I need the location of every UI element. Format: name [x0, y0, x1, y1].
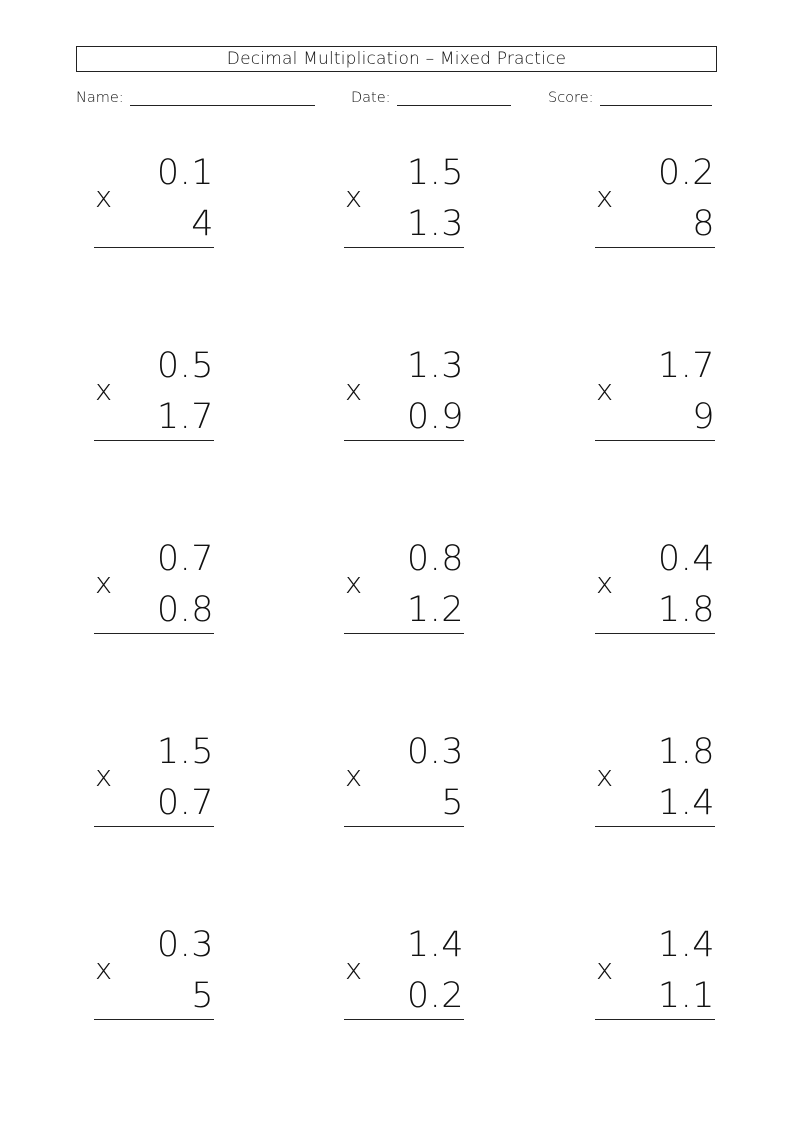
multiply-sign: x [345, 373, 363, 407]
multiplicand: 0.2 [657, 153, 715, 193]
problem-7 [94, 539, 214, 652]
multiplier: 1.4 [657, 783, 715, 823]
problem-11 [344, 732, 464, 845]
multiplier: 5 [441, 783, 464, 823]
multiplicand: 1.4 [406, 925, 464, 965]
score-label: Score: [548, 90, 594, 106]
multiplicand: 0.1 [156, 153, 214, 193]
multiplier: 1.1 [657, 976, 715, 1016]
answer-line[interactable] [595, 633, 715, 634]
multiplicand: 0.7 [156, 539, 214, 579]
multiply-sign: x [95, 180, 113, 214]
problem-9 [595, 539, 715, 652]
multiplicand: 0.8 [406, 539, 464, 579]
multiplicand: 0.3 [156, 925, 214, 965]
answer-line[interactable] [344, 826, 464, 827]
multiplier: 0.8 [156, 590, 214, 630]
multiplicand: 0.5 [156, 346, 214, 386]
multiplier: 0.2 [406, 976, 464, 1016]
answer-line[interactable] [94, 633, 214, 634]
answer-line[interactable] [595, 247, 715, 248]
multiply-sign: x [95, 952, 113, 986]
multiplicand: 0.3 [406, 732, 464, 772]
multiplier: 9 [692, 397, 715, 437]
multiplier: 1.2 [406, 590, 464, 630]
answer-line[interactable] [344, 247, 464, 248]
multiply-sign: x [345, 759, 363, 793]
answer-line[interactable] [94, 826, 214, 827]
answer-line[interactable] [595, 826, 715, 827]
worksheet-title-text: Decimal Multiplication – Mixed Practice [226, 49, 567, 69]
answer-line[interactable] [344, 1019, 464, 1020]
problem-15 [595, 925, 715, 1038]
multiplicand: 1.3 [406, 346, 464, 386]
multiplier: 8 [692, 204, 715, 244]
multiplicand: 1.7 [657, 346, 715, 386]
answer-line[interactable] [94, 440, 214, 441]
multiply-sign: x [596, 759, 614, 793]
answer-line[interactable] [595, 440, 715, 441]
problem-3 [595, 153, 715, 266]
problem-10 [94, 732, 214, 845]
multiplier: 4 [191, 204, 214, 244]
problem-14 [344, 925, 464, 1038]
name-label: Name: [76, 90, 124, 106]
multiply-sign: x [95, 566, 113, 600]
problem-2 [344, 153, 464, 266]
problem-5 [344, 346, 464, 459]
problem-1 [94, 153, 214, 266]
multiplier: 0.7 [156, 783, 214, 823]
multiplicand: 1.8 [657, 732, 715, 772]
answer-line[interactable] [595, 1019, 715, 1020]
multiplicand: 1.5 [406, 153, 464, 193]
multiplicand: 1.4 [657, 925, 715, 965]
problem-4 [94, 346, 214, 459]
answer-line[interactable] [344, 633, 464, 634]
problem-6 [595, 346, 715, 459]
answer-line[interactable] [94, 247, 214, 248]
multiply-sign: x [596, 373, 614, 407]
problem-12 [595, 732, 715, 845]
date-label: Date: [351, 90, 391, 106]
answer-line[interactable] [344, 440, 464, 441]
multiply-sign: x [345, 952, 363, 986]
multiply-sign: x [596, 566, 614, 600]
multiplier: 0.9 [406, 397, 464, 437]
multiplier: 1.7 [156, 397, 214, 437]
multiply-sign: x [345, 180, 363, 214]
multiply-sign: x [95, 373, 113, 407]
multiply-sign: x [596, 180, 614, 214]
multiplicand: 1.5 [156, 732, 214, 772]
problem-13 [94, 925, 214, 1038]
multiplier: 1.8 [657, 590, 715, 630]
answer-line[interactable] [94, 1019, 214, 1020]
multiply-sign: x [345, 566, 363, 600]
multiplier: 5 [191, 976, 214, 1016]
multiplicand: 0.4 [657, 539, 715, 579]
multiplier: 1.3 [406, 204, 464, 244]
multiply-sign: x [95, 759, 113, 793]
problem-8 [344, 539, 464, 652]
multiply-sign: x [596, 952, 614, 986]
